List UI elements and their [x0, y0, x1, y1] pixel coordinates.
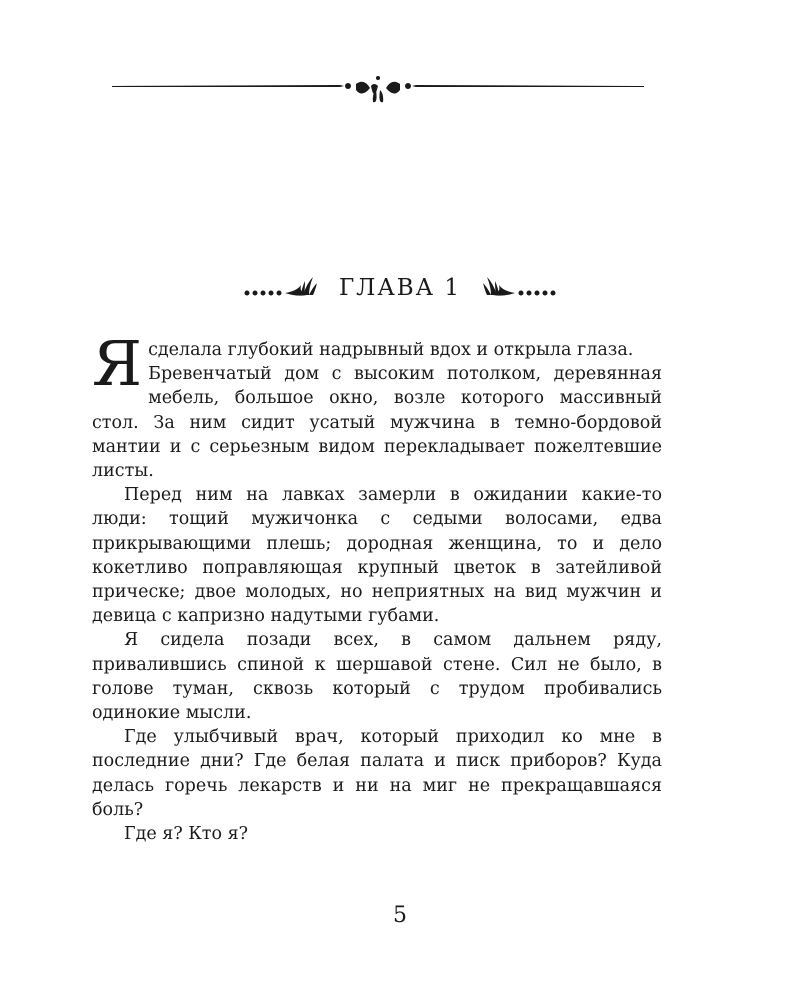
- paragraph-text: сделала глубокий надрывный вдох и открыла глаза.: [148, 340, 634, 360]
- right-flourish-ornament: [481, 273, 557, 303]
- paragraph: Бревенчатый дом с высоким потолком, деревянная мебель, большое окно, возле которого массивный стол. За ним сидит усатый мужчина в темно-бордовой мантии и с серьезным видом перекладывает пожелтевшие листы.: [92, 364, 662, 482]
- chapter-body-text: [92, 327, 662, 846]
- paragraph: Где улыбчивый врач, который приходил ко мне в последние дни? Где белая палата и писк приборов? Куда делась горечь лекарств и ни на миг не прекращавшаяся боль?: [92, 727, 662, 820]
- paragraph: Перед ним на лавках замерли в ожидании какие-то люди: тощий мужичонка с седыми волосами, едва прикрывающими плешь; дородная женщина, то и дело кокетливо поправляющая крупный цветок в затейливой прическе; двое молодых, но неприятных на вид мужчин и девица с капризно надутыми губами.: [92, 485, 662, 627]
- paragraph: Я сидела позади всех, в самом дальнем ряду, привалившись спиной к шершавой стене. Сил не было, в голове туман, сквозь который с трудом пробивались одинокие мысли.: [92, 630, 662, 724]
- drop-cap-letter: Я: [92, 327, 143, 400]
- chapter-title: ГЛАВА 1: [338, 275, 462, 301]
- paragraph: Где я? Кто я?: [124, 824, 249, 845]
- page-number: 5: [393, 903, 407, 928]
- left-flourish-ornament: [243, 273, 319, 303]
- paragraph: [92, 327, 662, 400]
- top-ornament: [112, 68, 644, 108]
- chapter-heading: [0, 270, 800, 306]
